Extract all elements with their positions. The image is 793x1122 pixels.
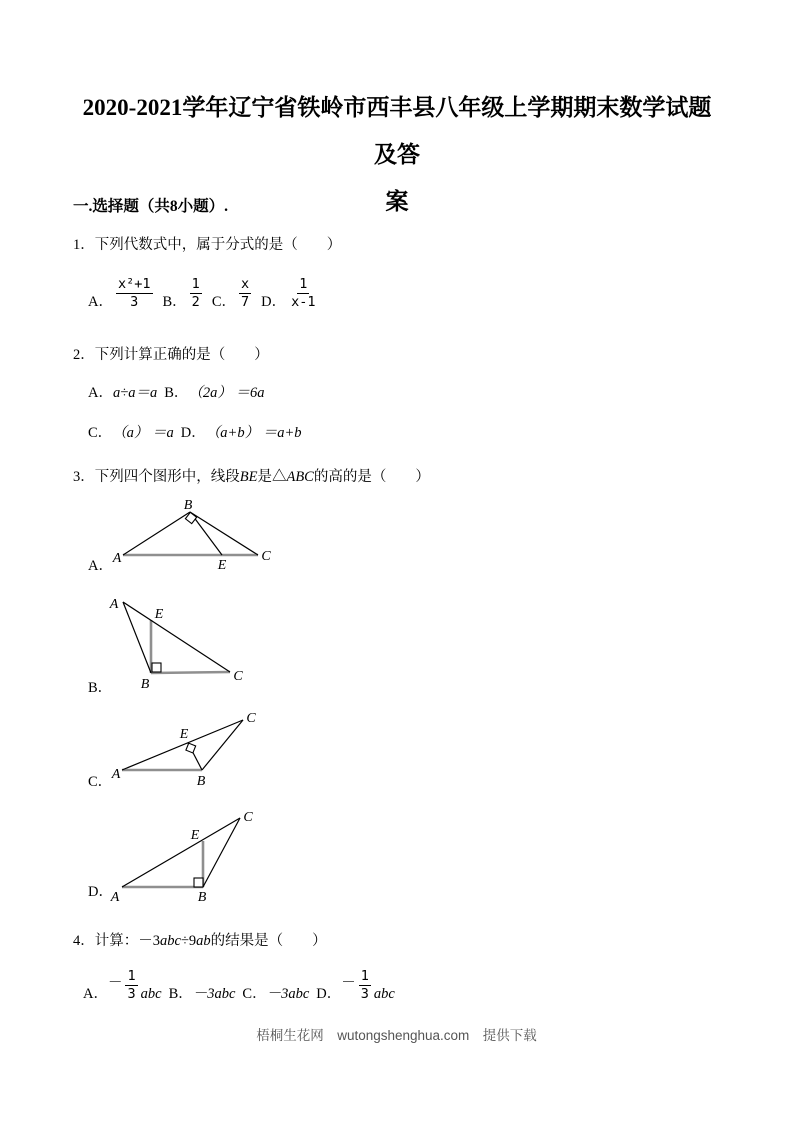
q1-option-a-label: A． [88,293,113,310]
q4-option-c-expression: －3abc [266,985,310,1002]
fraction-denominator: 3 [360,985,369,1002]
q2-option-d-expression: （a+b） ＝a+b [205,425,302,441]
q4-option-b-label: B． [168,985,193,1002]
vertex-label-c: C [233,669,243,684]
q1-options [88,276,321,311]
q3-figure-b-triangle-diagram [100,592,285,694]
q3-figure-a-option-label: A． [88,558,113,574]
q4-options [83,968,395,1003]
vertex-label-e: E [154,607,164,622]
q4-stem-text: 的结果是（ ） [210,933,327,949]
right-angle-mark [186,743,196,753]
q3-stem-math-be: BE [239,469,258,485]
q1-option-b-fraction [190,276,202,311]
fraction-numerator: 1 [191,276,200,292]
side-ab [123,512,190,555]
q4-stem-math-abc: abc [160,933,181,949]
q3-figure-c-triangle-diagram [100,705,285,797]
vertex-label-b: B [140,677,150,692]
fraction-denominator: 2 [191,293,200,310]
vertex-label-e: E [179,727,189,742]
fraction-denominator: 3 [130,293,139,310]
fraction-numerator: x [240,276,250,292]
q3-figure-c-option-label: C． [88,774,113,790]
q2-stem: 2．下列计算正确的是（ ） [73,347,269,363]
fraction-numerator: 1 [360,968,369,984]
fraction-numerator: 1 [127,968,136,984]
q1-stem: 1．下列代数式中，属于分式的是（ ） [73,237,342,253]
q2-option-a-expression: a÷a＝a [112,385,158,401]
q4-option-d-label: D． [316,985,342,1002]
q2-option-c-label: C． [88,425,113,441]
right-angle-mark [194,878,203,887]
vertex-label-b: B [183,498,193,513]
vertex-label-a: A [112,551,122,566]
q1-option-d-label: D． [261,293,287,310]
q4-option-d-fraction [359,968,371,1003]
section-heading: 一.选择题（共8小题）. [73,198,229,215]
q1-option-c-fraction [239,276,251,311]
q2-options-row1 [88,381,265,402]
q3-stem-text: 3．下列四个图形中，线段 [73,469,240,485]
q2-option-d-label: D． [180,425,206,441]
side-ac [122,818,240,887]
vertex-label-c: C [243,810,253,825]
q4-stem [73,929,327,950]
side-bc [202,720,243,770]
vertex-label-a: A [109,597,119,612]
q4-stem-text: ÷9 [180,933,197,949]
q2-option-c-expression: （a） ＝a [112,425,174,441]
fraction-denominator: x-1 [291,293,316,310]
vertex-label-e: E [217,558,227,573]
q4-option-a-minus-sign: － [107,974,123,991]
vertex-label-e: E [190,828,200,843]
q4-option-a-label: A． [83,985,108,1002]
q2-option-b-expression: （2a） ＝6a [188,385,265,401]
q3-figure-a-triangle-diagram [100,495,285,575]
side-bc [190,512,258,555]
q3-figure-d-triangle-diagram [100,808,285,908]
vertex-label-b: B [197,890,207,905]
fraction-numerator: 1 [299,276,308,292]
side-ab [123,602,151,673]
q1-option-a-fraction [116,276,153,311]
footer-site-credit: 梧桐生花网 wutongshenghua.com 提供下载 [256,1028,537,1043]
fraction-denominator: 7 [240,293,250,310]
q3-figure-d-option-label: D． [88,884,113,900]
q4-option-b-expression: －3abc [192,985,236,1002]
fraction-numerator: x²+1 [117,276,151,292]
side-bc [151,672,230,673]
q3-figure-b-option-label: B． [88,680,113,696]
q2-options-row2 [88,421,301,442]
q3-stem-text: 的高的是（ ） [313,469,430,485]
q2-option-b-label: B． [164,385,189,401]
q2-option-a-label: A． [88,385,113,401]
q3-stem [73,465,430,486]
q4-stem-math-ab: ab [196,933,211,949]
page-title-line1: 2020-2021学年辽宁省铁岭市西丰县八年级上学期期末数学试题及答 [82,95,712,167]
q4-option-c-label: C． [242,985,267,1002]
q3-stem-text: 是△ [257,469,287,485]
q3-stem-math-abc: ABC [286,469,314,485]
vertex-label-b: B [196,774,206,789]
q1-option-c-label: C． [211,293,236,310]
q4-stem-text: 4．计算：－3 [73,933,160,949]
q4-option-d-minus-sign: － [341,974,356,991]
fraction-denominator: 3 [127,985,136,1002]
q4-option-a-fraction [125,968,137,1003]
q1-option-b-label: B． [162,293,187,310]
right-angle-mark [152,663,161,672]
vertex-label-a: A [110,890,120,905]
vertex-label-a: A [111,767,121,782]
page-title-line2: 案 [385,189,409,214]
q4-option-a-tail: abc [140,985,162,1002]
q1-option-d-fraction [289,276,317,311]
q4-option-d-tail: abc [373,985,395,1002]
vertex-label-c: C [261,549,271,564]
vertex-label-c: C [246,711,256,726]
side-ac [123,602,230,672]
